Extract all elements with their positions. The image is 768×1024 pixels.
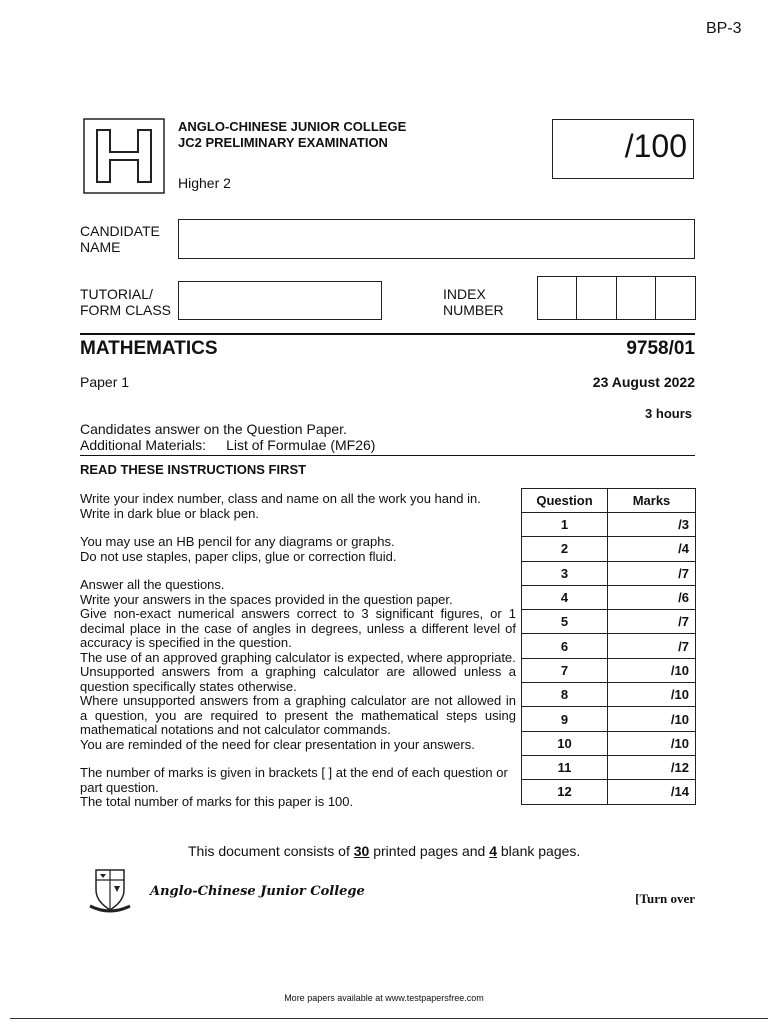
additional-materials: Additional Materials: List of Formulae (MF26) xyxy=(80,437,376,453)
subject-name: MATHEMATICS xyxy=(80,338,218,359)
corner-code: BP-3 xyxy=(706,20,742,37)
index-number-label: INDEX NUMBER xyxy=(443,286,504,318)
bottom-rule xyxy=(10,1018,768,1019)
question-number: 1 xyxy=(522,513,608,537)
instructions-body: Write your index number, class and name on all the work you hand in. Write in dark blue or black pen. You may use an HB pencil for any diagrams or graphs. Do not use staples, paper clips, glue or correction fluid. Answer all the questions. Write your answers in the spaces provided in the question paper. Give non-exact numerical answers correct to 3 significant figures, or 1 decimal place in the case of angles in degrees, unless a different level of accuracy is specified in the question. The use of an approved graphing calculator is expected, where appropriate. Unsupported answers from a graphing calculator are allowed unless a question specifically states otherwise. Where unsupported answers from a graphing calculator are not allowed in a question, you are required to present the mathematical steps using mathematical notations and not calculator commands. You are reminded of the need for clear presentation in your answers. The number of marks is given in brackets [ ] at the end of each question or part question. The total number of marks for this paper is 100. xyxy=(80,491,516,809)
question-number: 3 xyxy=(522,561,608,585)
question-number: 9 xyxy=(522,707,608,731)
marks-table-row xyxy=(522,755,696,779)
question-marks: /7 xyxy=(608,634,696,658)
question-number: 4 xyxy=(522,585,608,609)
marks-table-header-marks: Marks xyxy=(608,489,696,513)
total-marks: /100 xyxy=(624,128,687,164)
page-count: This document consists of 30 printed pages and 4 blank pages. xyxy=(188,843,581,859)
tutorial-class-label: TUTORIAL/ FORM CLASS xyxy=(80,286,172,318)
question-marks: /6 xyxy=(608,585,696,609)
answer-instruction: Candidates answer on the Question Paper. xyxy=(80,421,347,437)
college-script-name: Anglo-Chinese Junior College xyxy=(150,884,365,899)
exam-date: 23 August 2022 xyxy=(592,374,695,390)
college-crest-logo xyxy=(88,866,132,914)
more-papers-note: More papers available at www.testpapersfree.com xyxy=(284,993,484,1003)
divider xyxy=(80,455,695,456)
question-marks: /10 xyxy=(608,731,696,755)
question-number: 11 xyxy=(522,755,608,779)
duration: 3 hours xyxy=(645,406,692,421)
subject-level-logo xyxy=(83,118,165,194)
candidate-name-label: CANDIDATE NAME xyxy=(80,223,160,255)
question-marks: /3 xyxy=(608,513,696,537)
question-number: 6 xyxy=(522,634,608,658)
question-number: 5 xyxy=(522,610,608,634)
marks-table-row xyxy=(522,513,696,537)
subject-code: 9758/01 xyxy=(626,338,695,359)
question-marks: /4 xyxy=(608,537,696,561)
marks-table-header-question: Question xyxy=(522,489,608,513)
question-marks: /14 xyxy=(608,780,696,804)
tutorial-class-field[interactable] xyxy=(178,281,382,320)
marks-table-row xyxy=(522,561,696,585)
marks-table-row xyxy=(522,780,696,804)
question-number: 2 xyxy=(522,537,608,561)
divider xyxy=(80,333,695,335)
marks-table-row xyxy=(522,610,696,634)
marks-table-row xyxy=(522,537,696,561)
marks-table-row xyxy=(522,707,696,731)
question-marks: /10 xyxy=(608,707,696,731)
marks-table-row xyxy=(522,634,696,658)
candidate-name-field[interactable] xyxy=(178,219,695,259)
instructions-heading: READ THESE INSTRUCTIONS FIRST xyxy=(80,462,307,477)
college-name: ANGLO-CHINESE JUNIOR COLLEGE xyxy=(178,119,407,134)
question-number: 10 xyxy=(522,731,608,755)
question-marks: /10 xyxy=(608,658,696,682)
question-number: 7 xyxy=(522,658,608,682)
paper-number: Paper 1 xyxy=(80,374,130,390)
total-marks-box[interactable] xyxy=(552,119,694,179)
marks-table-row xyxy=(522,585,696,609)
turn-over: [Turn over xyxy=(635,891,695,906)
marks-table-row xyxy=(522,731,696,755)
question-number: 8 xyxy=(522,683,608,707)
level: Higher 2 xyxy=(178,175,231,191)
marks-table xyxy=(521,488,696,805)
marks-table-row xyxy=(522,658,696,682)
question-marks: /10 xyxy=(608,683,696,707)
question-marks: /7 xyxy=(608,561,696,585)
question-number: 12 xyxy=(522,780,608,804)
exam-title: JC2 PRELIMINARY EXAMINATION xyxy=(178,135,388,150)
question-marks: /12 xyxy=(608,755,696,779)
question-marks: /7 xyxy=(608,610,696,634)
index-number-field[interactable] xyxy=(537,276,696,320)
marks-table-row xyxy=(522,683,696,707)
